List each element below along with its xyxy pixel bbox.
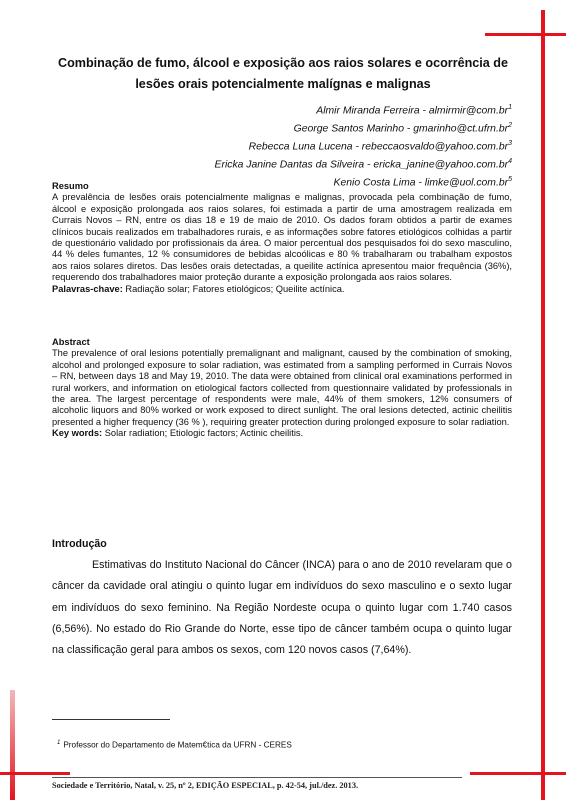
paper-title: Combinação de fumo, álcool e exposição aos raios solares e ocorrência de lesões orais potencialmente malígnas e malignas [57, 56, 509, 91]
footnote: $^1$ Professor do Departamento de Matem€tica da UFRN - CERES [57, 740, 292, 750]
decorative-red-vertical-line-left [10, 690, 15, 800]
decorative-red-horizontal-line-top [485, 33, 566, 36]
abstract-body: The prevalence of oral lesions potentially premalignant and malignant, caused by the combination of smoking, alcohol and prolonged exposure to solar radiation, was estimated from a sampling performed in Currais Novos – RN, between days 18 and May 19, 2010. The data were obtained from clinical oral examinations performed in rural workers, and information on etiological factors collected from questionnaire validated by professionals in the area. The largest percentage of respondents were male, 44% of them smokers, 12% consumers of alcoholic liquors and 80% worked or work exposed to direct sunlight. The oral lesions detected, actinic cheilitis presented a higher frequency (36 % ), requiring greater protection during prolonged exposure to solar radiation. [52, 348, 512, 427]
abstract-heading: Abstract [52, 337, 90, 347]
author-line: Almir Miranda Ferreira - $almirmir@com.br^1$ [316, 104, 512, 117]
resumo-keywords: Palavras-chave: Radiação solar; Fatores etiológicos; Queilite actínica. [52, 283, 345, 294]
abstract-section [52, 337, 512, 440]
author-line: Kenio Costa Lima - $limke@uol.com.br^5$ [333, 175, 512, 188]
resumo-heading: Resumo [52, 181, 89, 191]
author-line: Ericka Janine Dantas da Silveira - $ericka\_janine@yahoo.com.br^4$ [214, 157, 512, 171]
decorative-red-horizontal-line-bottom-right [470, 772, 566, 775]
introduction-heading: Introdução [52, 538, 107, 550]
author-line: George Santos Marinho - $gmarinho@ct.ufrn.br^2$ [293, 121, 512, 135]
introduction-body: Estimativas do Instituto Nacional do Câncer (INCA) para o ano de 2010 revelaram que o câncer da cavidade oral atingiu o quinto lugar em indivíduos do sexo masculino e o sexto lugar em indivíduos do sexo feminino. Na Região Nordeste ocupa o quinto lugar com 1.740 casos (6,56%). No estado do Rio Grande do Norte, esse tipo de câncer também ocupa o quinto lugar na classificação geral para ambos os sexos, com 120 novos casos (7,64%). [52, 559, 512, 657]
decorative-red-vertical-line-right [541, 10, 545, 800]
journal-footer: Sociedade e Território, Natal, v. 25, nº 2, EDIÇÃO ESPECIAL, p. 42-54, jul./dez. 2013. [52, 781, 359, 790]
resumo-body: A prevalência de lesões orais potencialmente malignas e malignas, provocada pela combinação de fumo, álcool e exposição prolongada aos raios solares, foi estimada a partir de uma amostragem realizada em Currais Novos – RN, entre os dias 18 e 19 de maio de 2010. Os dados foram obtidos a partir de exames clínicos bucais realizados em trabalhadores rurais, e as informações sobre fatores etiológicos colhidas a partir de questionário validado por profissionais da área. O maior percentual dos pesquisados foi do sexo masculino, 44 % deles fumantes, 12 % consumidores de bebidas alcoólicas e 80 % trabalharam ou trabalham expostos aos raios solares diretos. Das lesões orais detectadas, a queilite actínica apresentou maior frequência (36%), requerendo dos trabalhadores maior proteção durante a exposição prolongada aos raios solares. [52, 192, 512, 283]
decorative-red-horizontal-line-bottom-left [0, 772, 70, 775]
resumo-section [52, 181, 512, 295]
footnote-divider [52, 719, 170, 720]
abstract-keywords: Key words: Solar radiation; Etiologic factors; Actinic cheilitis. [52, 428, 304, 439]
author-line: Rebecca Luna Lucena - $rebeccaosvaldo@yahoo.com.br^3$ [248, 139, 512, 153]
footer-divider [52, 777, 462, 778]
author-list [150, 101, 512, 190]
